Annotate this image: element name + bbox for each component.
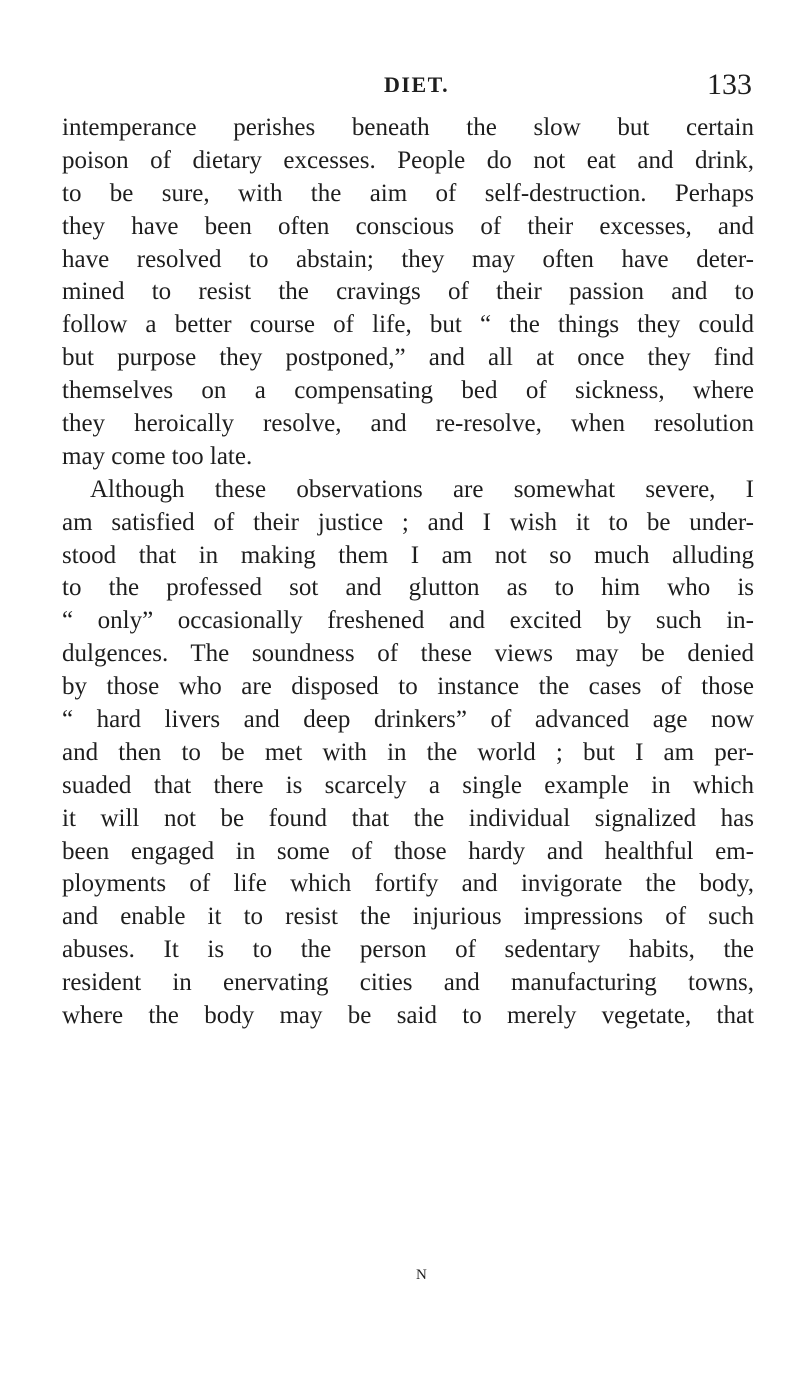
text-line: intemperance perishes beneath the slow but certain xyxy=(62,114,754,141)
text-line: they heroically resolve, and re-resolve, when resolution xyxy=(62,410,754,438)
text-line: to be sure, with the aim of self-destruction. Perhaps xyxy=(62,179,754,207)
running-title: DIET. xyxy=(384,72,450,97)
paragraph-start-line: Although these observations are somewhat severe, I xyxy=(90,475,754,503)
text-line: ployments of life which fortify and invigorate the body, xyxy=(62,870,754,898)
paragraph-end-line: may come too late. xyxy=(62,442,253,470)
page-number: 133 xyxy=(707,68,752,101)
text-line: been engaged in some of those hardy and healthful em- xyxy=(62,837,754,865)
text-line: stood that in making them I am not so much alluding xyxy=(62,541,754,569)
text-line: they have been often conscious of their excesses, and xyxy=(62,212,754,240)
text-line: “ hard livers and deep drinkers” of advanced age now xyxy=(62,706,754,734)
text-line: suaded that there is scarcely a single example in which xyxy=(62,771,754,799)
signature-mark: N xyxy=(416,1267,428,1283)
text-line: follow a better course of life, but “ the things they could xyxy=(62,311,754,339)
text-line: abuses. It is to the person of sedentary habits, the xyxy=(62,936,754,964)
text-line: themselves on a compensating bed of sickness, where xyxy=(62,377,754,405)
text-line: resident in enervating cities and manufacturing towns, xyxy=(62,969,754,997)
text-line: poison of dietary excesses. People do not eat and drink, xyxy=(62,146,754,174)
running-head xyxy=(0,68,800,108)
text-line: it will not be found that the individual signalized has xyxy=(62,804,754,832)
text-line: “ only” occasionally freshened and excited by such in- xyxy=(62,607,754,635)
text-line: to the professed sot and glutton as to him who is xyxy=(62,574,754,602)
body-text xyxy=(62,112,754,1033)
text-line: by those who are disposed to instance the cases of those xyxy=(62,673,754,701)
text-line: and then to be met with in the world ; but I am per- xyxy=(62,738,754,766)
text-line: and enable it to resist the injurious impressions of such xyxy=(62,903,754,931)
text-line: am satisfied of their justice ; and I wish it to be under- xyxy=(62,508,754,536)
text-line: where the body may be said to merely vegetate, that xyxy=(62,1002,754,1030)
text-line: dulgences. The soundness of these views may be denied xyxy=(62,640,754,668)
text-line: have resolved to abstain; they may often have deter- xyxy=(62,245,754,273)
text-line: but purpose they postponed,” and all at once they find xyxy=(62,344,754,372)
text-line: mined to resist the cravings of their passion and to xyxy=(62,278,754,306)
